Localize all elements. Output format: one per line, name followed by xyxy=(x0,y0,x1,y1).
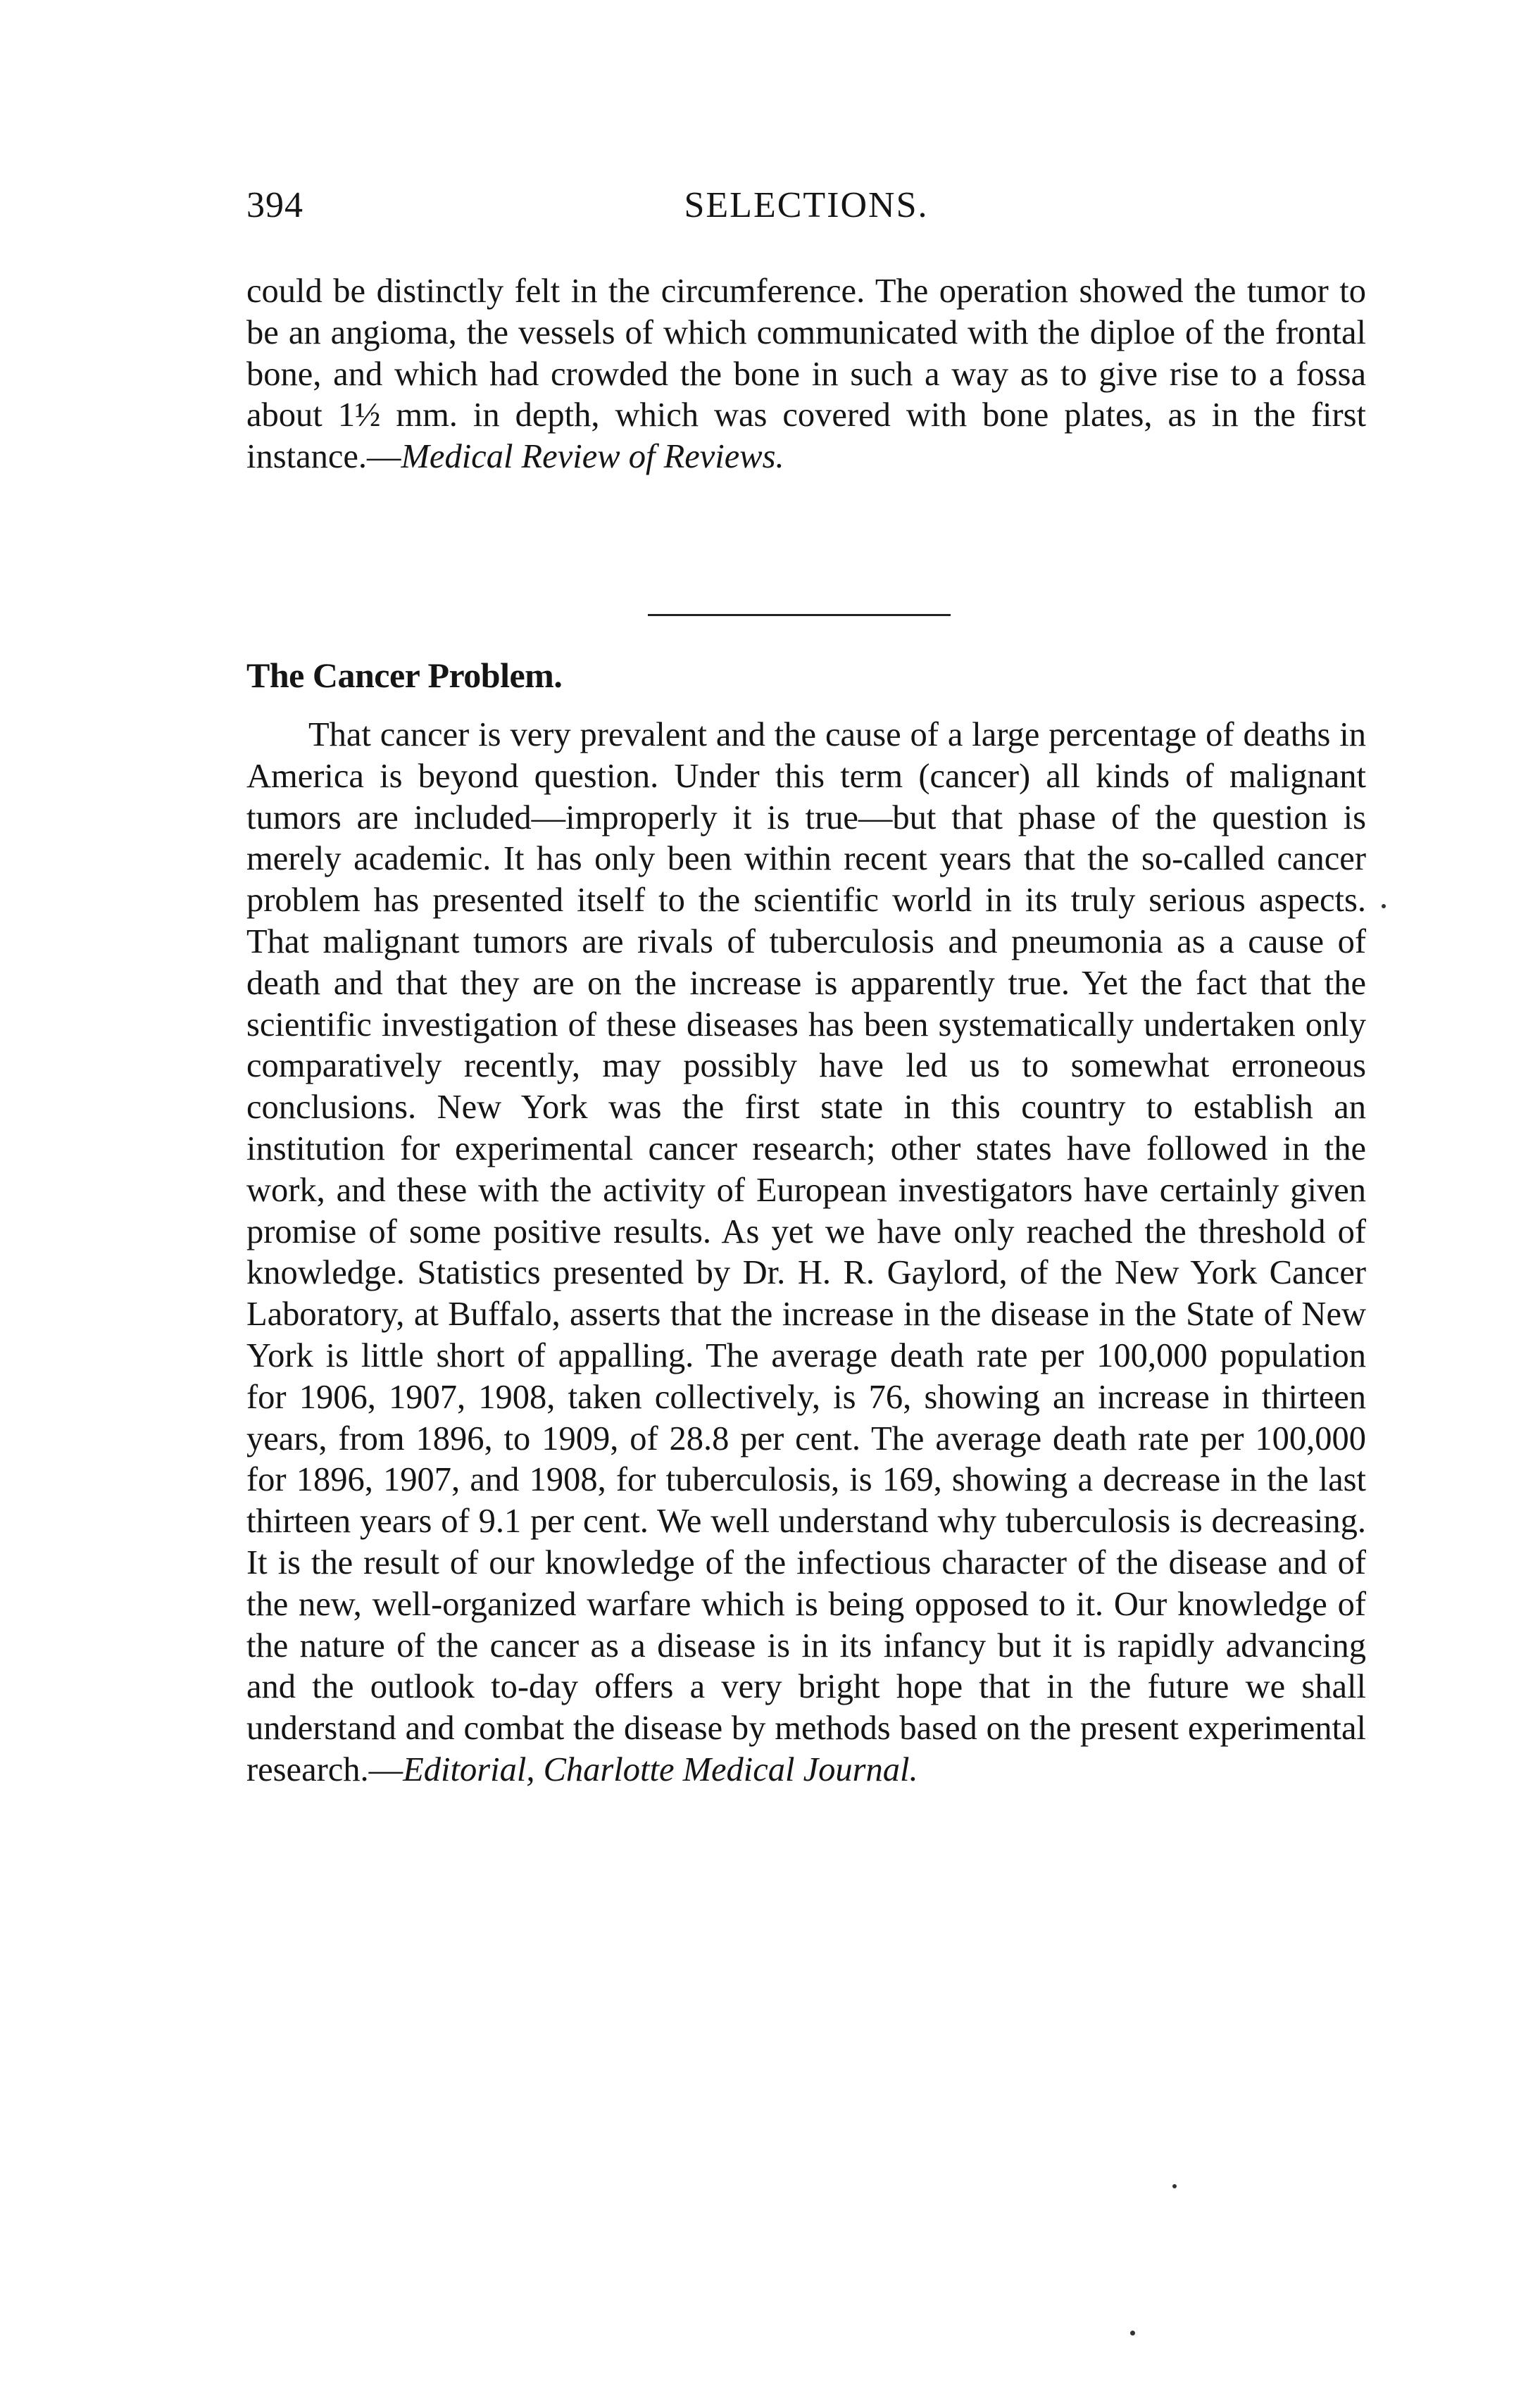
page-header xyxy=(246,184,1366,234)
continued-paragraph-source: Medical Review of Reviews. xyxy=(401,438,784,476)
print-speck xyxy=(1172,2184,1177,2188)
continued-paragraph-body: could be distinctly felt in the circumference. The operation showed the tumor to be an angioma, the vessels of which communicated with the diploe of the frontal bone, and which had crowded the bone in such a way as to give rise to a fossa about 1½ mm. in depth, which was covered with bone plates, as in the first instance.— xyxy=(246,272,1366,476)
article-paragraph-text: That cancer is very prevalent and the cause of a large percentage of deaths in America is beyond question. Under this term (cancer) all kinds of malignant tumors are included—improperly it is true—but that phase of the question is merely academic. It has only been within recent years that the so-called cancer problem has presented itself to the scientific world in its truly serious aspects. That malignant tumors are rivals of tuberculosis and pneumonia as a cause of death and that they are on the increase is apparently true. Yet the fact that the scientific investigation of these diseases has been systematically undertaken only comparatively recently, may possibly have led us to somewhat erroneous conclusions. New York was the first state in this country to establish an institution for experimental cancer research; other states have followed in the work, and these with the activity of European investigators have certainly given promise of some positive results. As yet we have only reached the threshold of knowledge. Statistics presented by Dr. H. R. Gaylord, of the New York Cancer Laboratory, at Buffalo, asserts that the increase in the disease in the State of New York is little short of appalling. The average death rate per 100,000 population for 1906, 1907, 1908, taken collectively, is 76, showing an increase in thirteen years, from 1896, to 1909, of 28.8 per cent. The average death rate per 100,000 for 1896, 1907, and 1908, for tuberculosis, is 169, showing a decrease in the last thirteen years of 9.1 per cent. We well understand why tuberculosis is decreasing. It is the result of our knowledge of the infectious character of the disease and of the new, well-organized warfare which is being opposed to it. Our knowledge of the nature of the cancer as a disease is in its infancy but it is rapidly advancing and the outlook to-day offers a very bright hope that in the future we shall understand and combat the disease by methods based on the present experimental research.— xyxy=(246,716,1366,1788)
article-paragraph xyxy=(246,715,1366,1791)
continued-paragraph xyxy=(246,271,1366,478)
page-number: 394 xyxy=(246,185,303,225)
article-body xyxy=(246,715,1366,1791)
article-title: The Cancer Problem. xyxy=(246,656,563,695)
continued-paragraph-text xyxy=(246,271,1366,478)
print-speck xyxy=(1382,904,1386,908)
print-speck xyxy=(1130,2331,1135,2336)
article-source: Editorial, Charlotte Medical Journal. xyxy=(403,1750,918,1788)
running-head: SELECTIONS. xyxy=(684,185,929,225)
section-divider xyxy=(648,614,951,616)
